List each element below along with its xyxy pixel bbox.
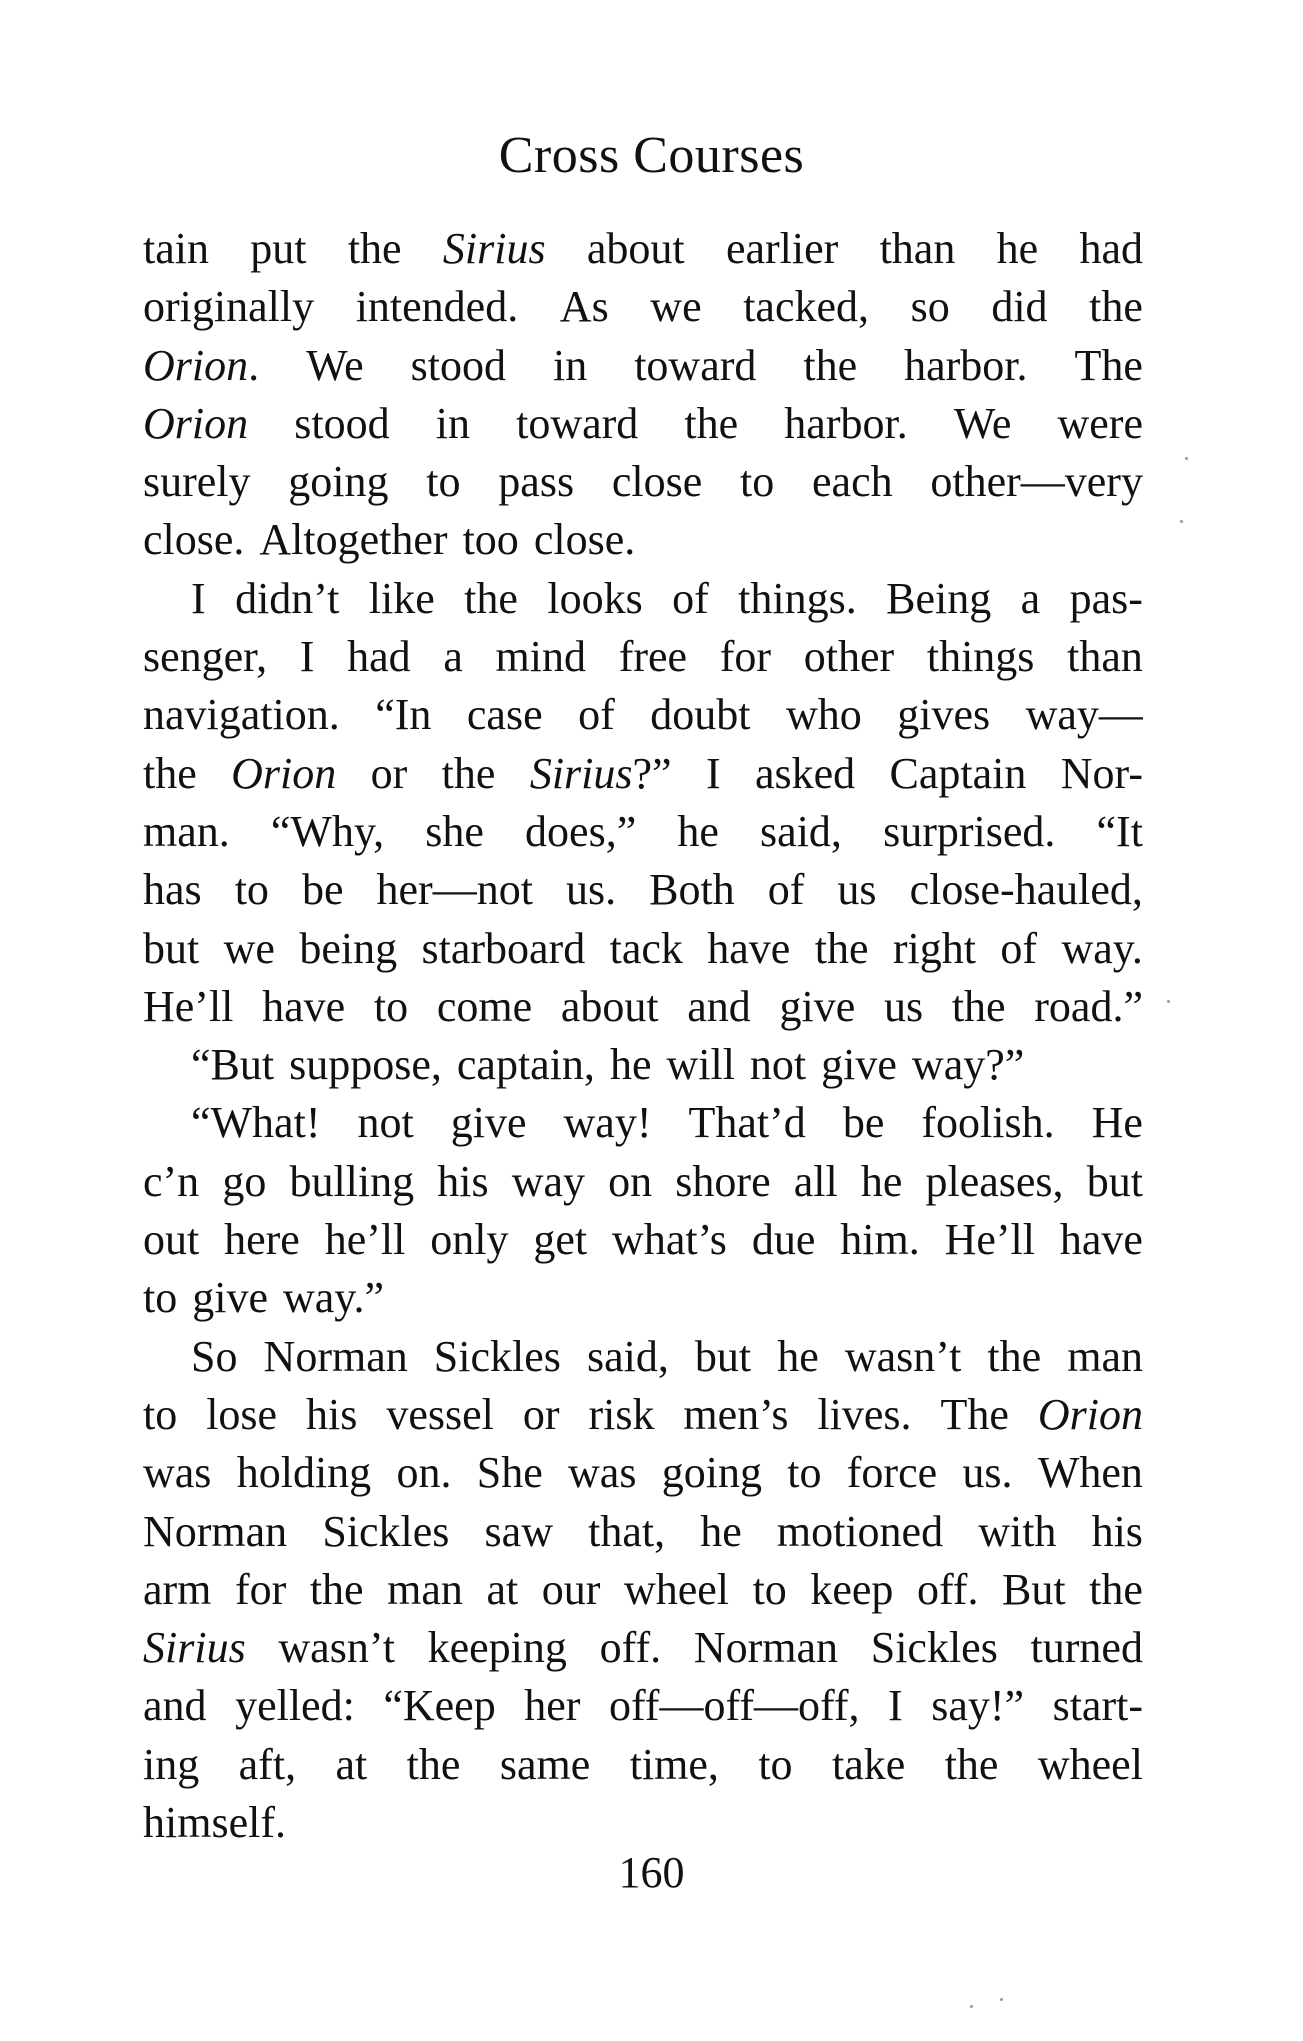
text-line: He’ll have to come about and give us the road.”: [143, 981, 1143, 1031]
text-line: senger, I had a mind free for other things than: [143, 632, 1143, 682]
text-line: Orion. We stood in toward the harbor. The: [143, 340, 1143, 390]
paper-speck: [1180, 520, 1183, 523]
text-line: but we being starboard tack have the right of way.: [143, 923, 1143, 973]
text-line: to lose his vessel or risk men’s lives. The Orion: [143, 1389, 1143, 1439]
text-line: originally intended. As we tacked, so did the: [143, 282, 1143, 332]
text-line: Sirius wasn’t keeping off. Norman Sickles turned: [143, 1623, 1143, 1673]
text-line: tain put the Sirius about earlier than he had: [143, 224, 1143, 273]
body-text: [143, 220, 1143, 1852]
text-line: “But suppose, captain, he will not give way?”: [191, 1040, 1025, 1090]
text-line: ing aft, at the same time, to take the wheel: [143, 1739, 1143, 1789]
text-line: the Orion or the Sirius?” I asked Captain Nor-: [143, 748, 1143, 798]
text-line: Orion stood in toward the harbor. We were: [143, 398, 1143, 448]
text-line: navigation. “In case of doubt who gives way—: [143, 690, 1143, 740]
text-line: himself.: [143, 1798, 286, 1848]
text-line: was holding on. She was going to force us. When: [143, 1448, 1143, 1498]
text-line: and yelled: “Keep her off—off—off, I say!” start-: [143, 1681, 1143, 1731]
text-line: c’n go bulling his way on shore all he pleases, but: [143, 1156, 1143, 1206]
running-head: Cross Courses: [498, 127, 805, 184]
text-line: close. Altogether too close.: [143, 515, 636, 565]
text-line: arm for the man at our wheel to keep off. But the: [143, 1564, 1143, 1614]
paper-speck: [1000, 1998, 1003, 2001]
text-line: has to be her—not us. Both of us close-hauled,: [143, 865, 1143, 915]
text-line: to give way.”: [143, 1273, 384, 1323]
text-line: Norman Sickles saw that, he motioned with his: [143, 1506, 1143, 1556]
page-number: 160: [618, 1848, 685, 1897]
text-line: So Norman Sickles said, but he wasn’t the man: [191, 1331, 1143, 1381]
paper-speck: [1167, 1000, 1170, 1003]
text-line: surely going to pass close to each other—very: [143, 457, 1143, 507]
paper-speck: [970, 2005, 973, 2008]
text-line: I didn’t like the looks of things. Being a pas-: [191, 573, 1143, 623]
paper-speck: [1185, 457, 1188, 460]
text-line: out here he’ll only get what’s due him. He’ll have: [143, 1215, 1143, 1265]
text-line: man. “Why, she does,” he said, surprised. “It: [143, 806, 1143, 856]
text-line: “What! not give way! That’d be foolish. He: [191, 1098, 1143, 1148]
